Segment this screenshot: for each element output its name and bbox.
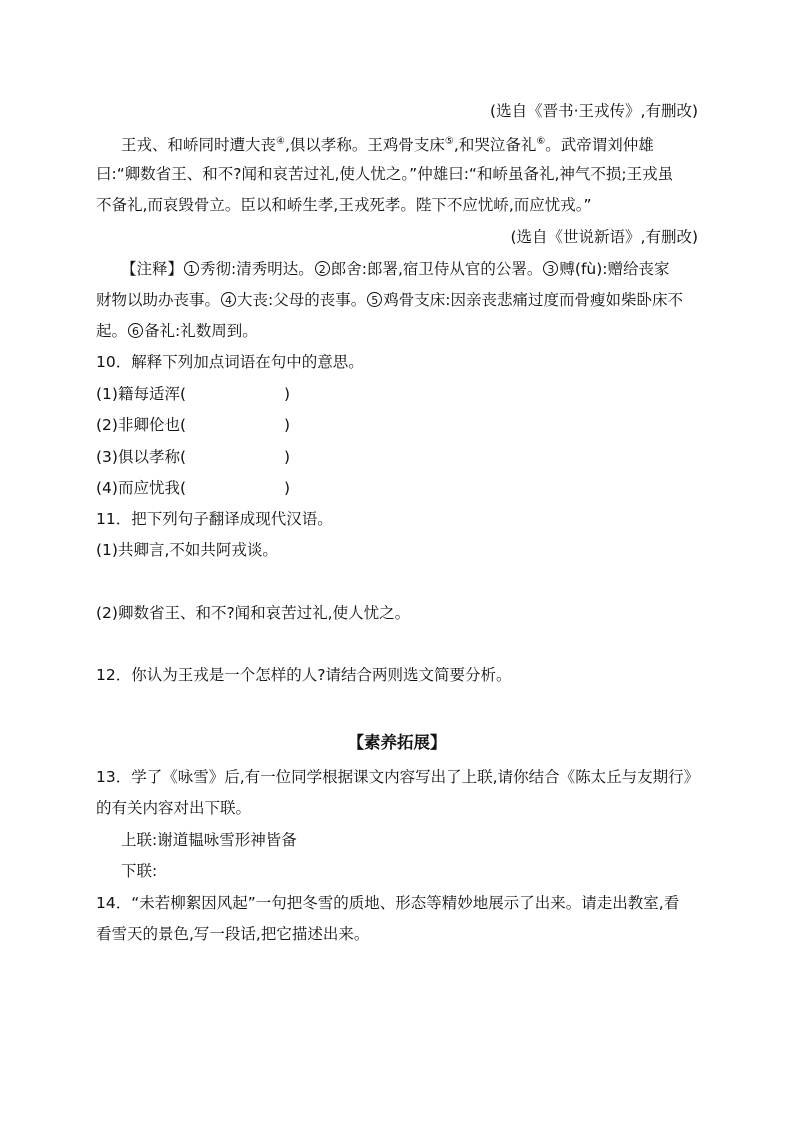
note-text: 郎舍:郎署,宿卫侍从官的公署。: [330, 260, 543, 278]
question-13-line-2: 的有关内容对出下联。: [96, 799, 252, 817]
notes-line-3: [96, 320, 258, 342]
source-citation-shishuo: (选自《世说新语》,有删改): [510, 228, 698, 246]
notes-line-1: [121, 258, 670, 280]
note-text: 鸡骨支床:因亲丧悲痛过度而骨瘦如柴卧床不: [383, 291, 683, 309]
question-10-item-4: [96, 477, 290, 499]
question-10-item-1: [96, 383, 290, 405]
note-text: 财物以助办丧事。: [96, 291, 221, 309]
passage-line-2: 曰:“卿数省王、和不?闻和哀苦过礼,使人忧之。”仲雄曰:“和峤虽备礼,神气不损;王戎虽: [96, 165, 674, 183]
item-label: (4)而应忧我(: [96, 479, 187, 497]
passage-text: ,和哭泣备礼: [453, 136, 537, 154]
passage-line-1: [121, 131, 654, 156]
question-14-line-1: 14．“未若柳絮因风起”一句把冬雪的质地、形态等精妙地展示了出来。请走出教室,看: [96, 894, 680, 912]
note-number-1: 1: [184, 261, 199, 276]
question-10-title: 10．解释下列加点词语在句中的意思。: [96, 353, 364, 371]
footnote-marker: ⑤: [444, 136, 454, 147]
close-paren: ): [284, 479, 291, 497]
note-text: 大丧:父母的丧事。: [237, 291, 367, 309]
notes-label: 【注释】: [121, 260, 184, 278]
close-paren: ): [284, 385, 291, 403]
question-13-line-1: 13．学了《咏雪》后,有一位同学根据课文内容写出了上联,请你结合《陈太丘与友期行》: [96, 768, 700, 786]
item-label: (3)俱以孝称(: [96, 448, 187, 466]
note-number-6: 6: [128, 323, 143, 338]
source-citation-jinshu: (选自《晋书·王戎传》,有删改): [490, 102, 698, 120]
question-14-line-2: 看雪天的景色,写一段话,把它描述出来。: [96, 925, 370, 943]
couplet-upper: 上联:谢道韫咏雪形神皆备: [121, 831, 297, 849]
close-paren: ): [284, 416, 291, 434]
note-number-4: 4: [221, 292, 236, 307]
passage-text: 王戎、和峤同时遭大丧: [121, 136, 277, 154]
passage-text: 。武帝谓刘仲雄: [545, 136, 654, 154]
close-paren: ): [284, 448, 291, 466]
question-12: 12．你认为王戎是一个怎样的人?请结合两则选文简要分析。: [96, 666, 512, 684]
question-11-sentence-2: (2)卿数省王、和不?闻和哀苦过礼,使人忧之。: [96, 604, 411, 622]
note-text: 赙(fù):赠给丧家: [559, 260, 670, 278]
section-heading: 【素养拓展】: [347, 733, 447, 752]
note-number-2: 2: [315, 261, 330, 276]
note-text: 备礼:礼数周到。: [144, 322, 258, 340]
note-text: 起。: [96, 322, 128, 340]
question-11-title: 11．把下列句子翻译成现代汉语。: [96, 510, 333, 528]
item-label: (2)非卿伦也(: [96, 416, 187, 434]
note-text: 秀彻:清秀明达。: [200, 260, 314, 278]
passage-line-3: 不备礼,而哀毁骨立。臣以和峤生孝,王戎死孝。陛下不应忧峤,而应忧戎。”: [96, 196, 592, 214]
footnote-marker: ④: [276, 136, 285, 147]
note-number-5: 5: [367, 292, 382, 307]
question-11-sentence-1: (1)共卿言,不如共阿戎谈。: [96, 541, 278, 559]
couplet-lower: 下联:: [121, 862, 158, 880]
question-10-item-3: [96, 446, 290, 468]
question-10-item-2: [96, 414, 290, 436]
footnote-marker: ⑥: [536, 136, 546, 147]
notes-line-2: [96, 289, 683, 311]
item-label: (1)籍每适浑(: [96, 385, 187, 403]
passage-text: ,俱以孝称。王鸡骨支床: [284, 136, 445, 154]
note-number-3: 3: [543, 261, 558, 276]
